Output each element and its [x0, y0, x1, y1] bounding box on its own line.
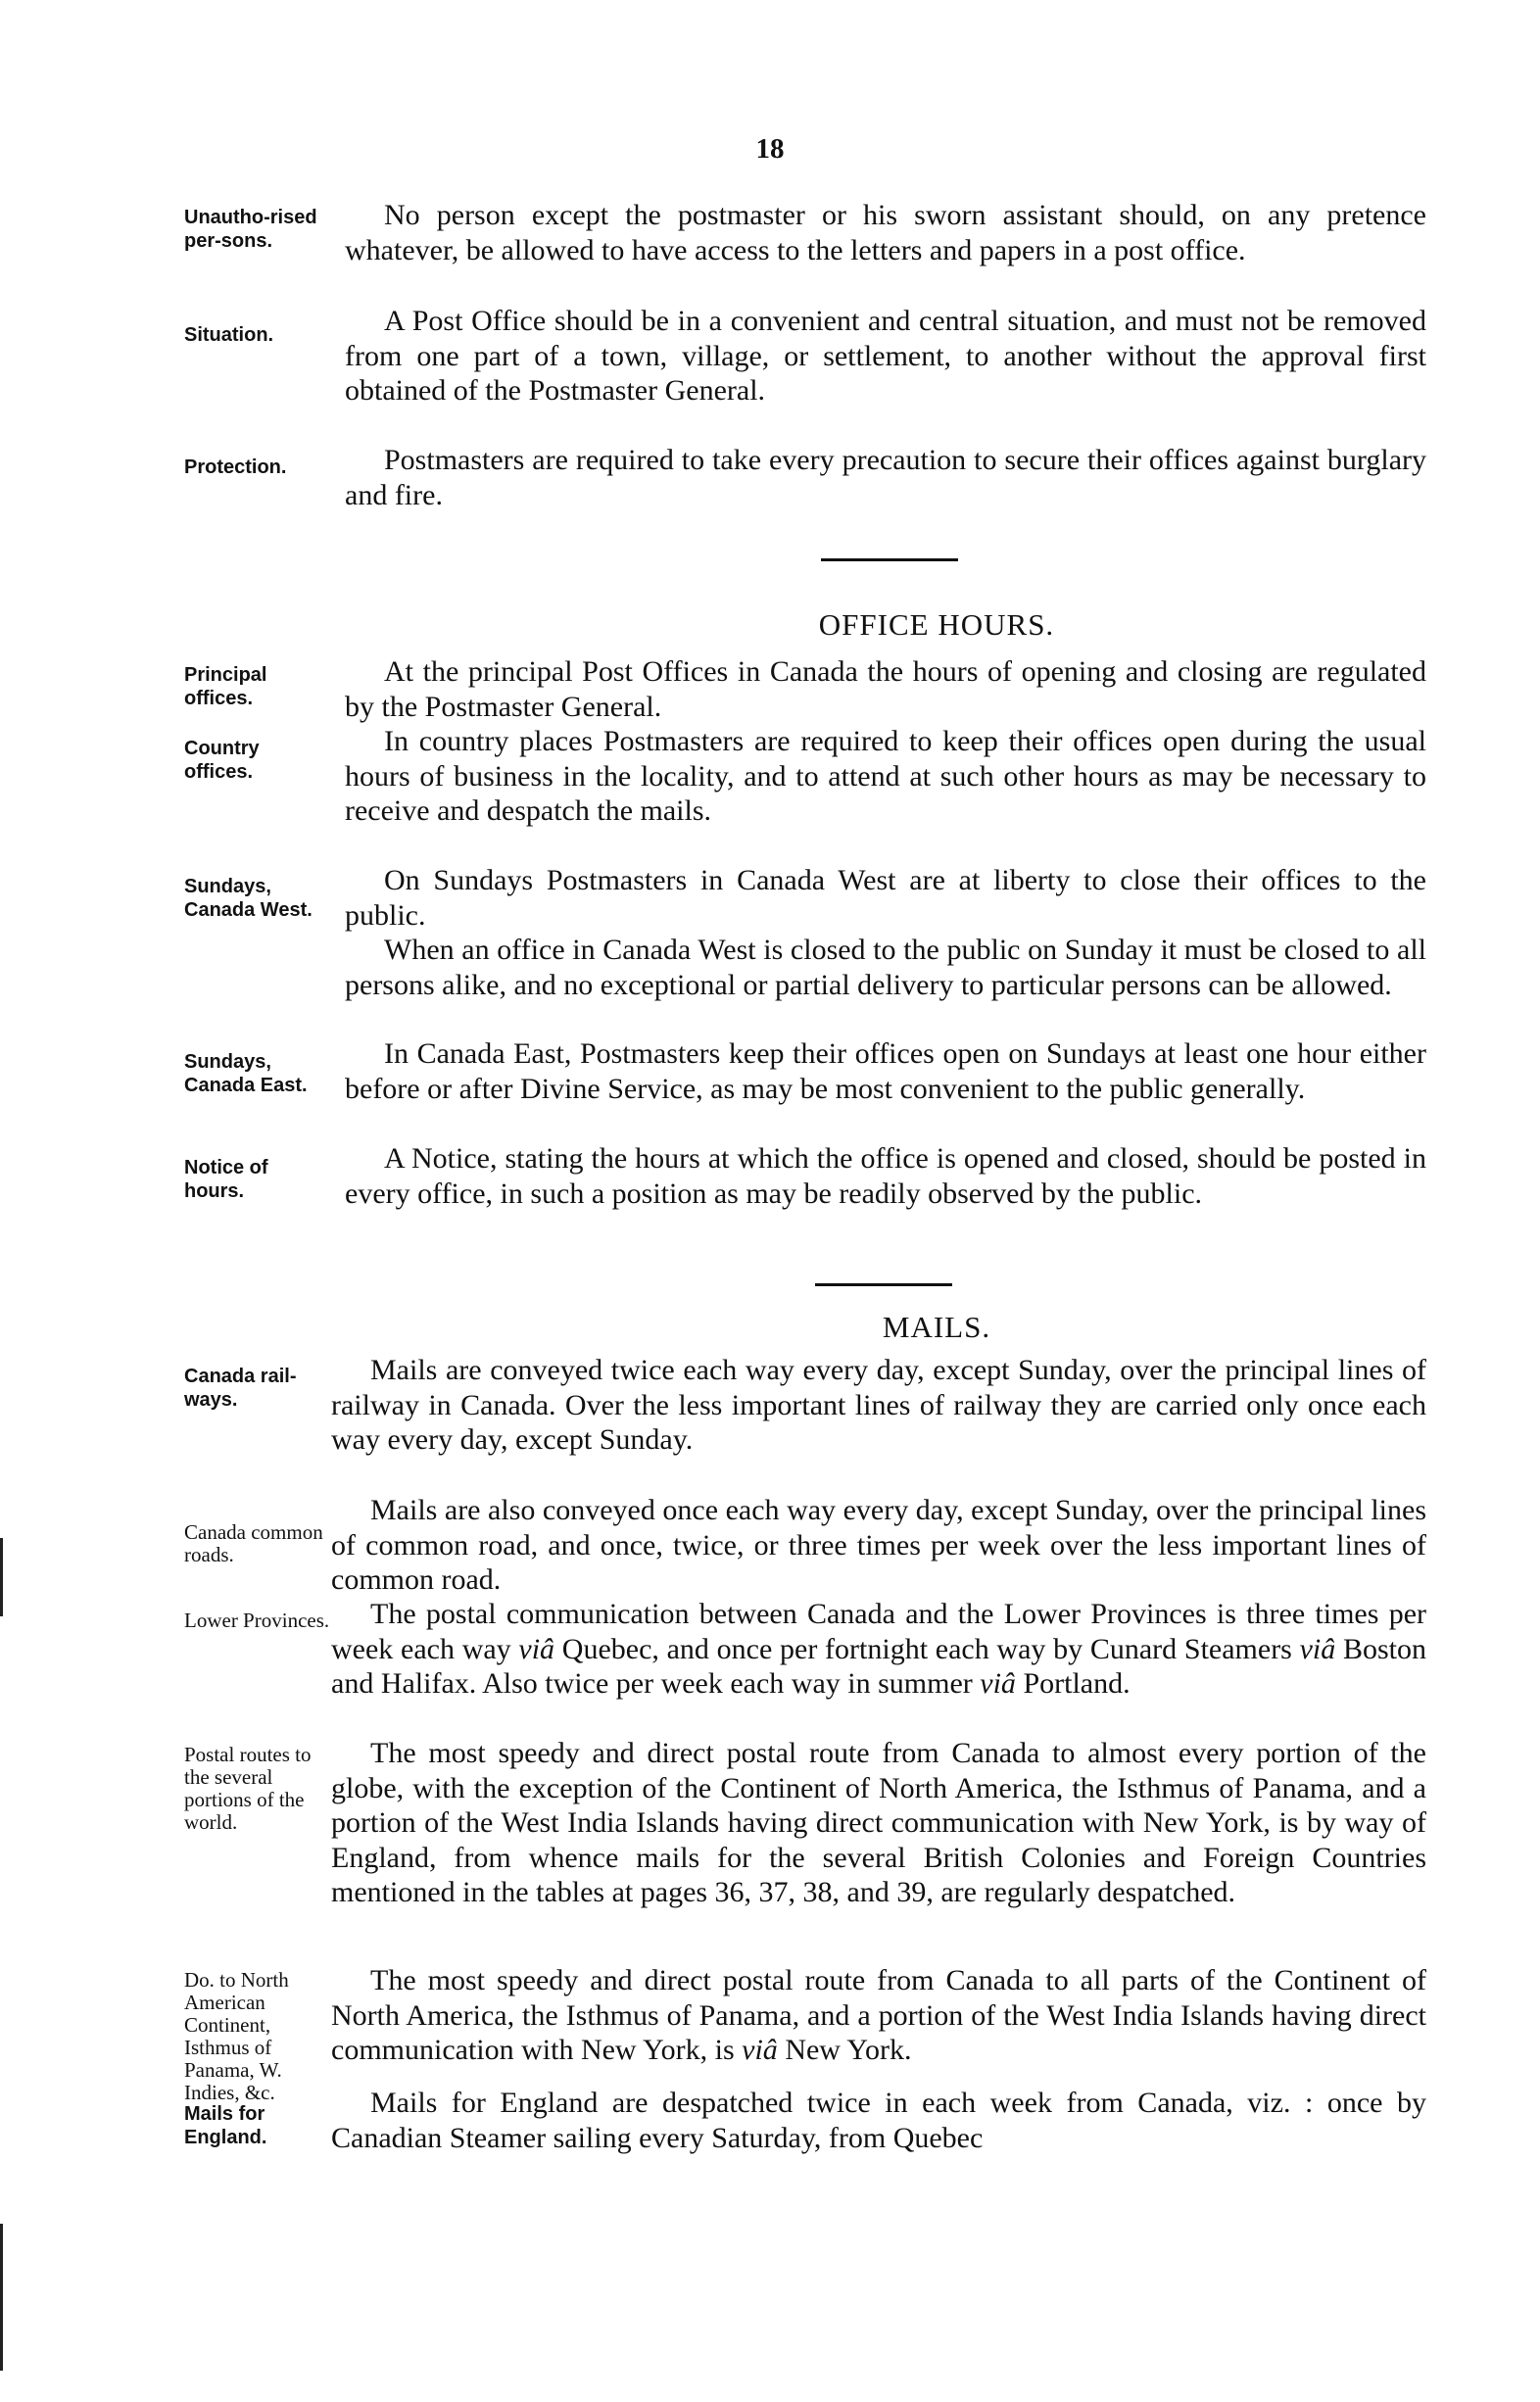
- page-edge-mark: [0, 2224, 3, 2371]
- paragraph-text: Quebec, and once per fortnight each way by Cunard Steamers: [554, 1632, 1300, 1665]
- section-divider: [815, 1283, 952, 1286]
- paragraph-text: Portland.: [1015, 1667, 1131, 1700]
- margin-note-north-america: Do. to North American Continent, Isthmus of Panama, W. Indies, &c.: [184, 1968, 289, 2104]
- paragraph-situation: A Post Office should be in a convenient and central situation, and must not be removed from one part of a town, village, or settlement, to another without the approval first obtained of the Postmaster General.: [345, 305, 1426, 407]
- margin-note-lower: Lower Provinces.: [184, 1609, 330, 1632]
- margin-note-sundays-east: Sundays, Canada East.: [184, 1051, 308, 1096]
- margin-note-routes: Postal routes to the several portions of the world.: [184, 1743, 312, 1834]
- paragraph-postal-routes: The most speedy and direct postal route from Canada to almost every portion of the globe, with the exception of the Continent of North America, the Isthmus of Panama, and a portion of the West India Islands having direct communication with New York, is by way of England, from whence mails for the several British Colonies and Foreign Countries mentioned in the tables at pages 36, 37, 38, and 39, are regularly despatched.: [331, 1737, 1426, 1908]
- margin-note-country: Country offices.: [184, 738, 260, 783]
- paragraph-sundays-west: On Sundays Postmasters in Canada West are at liberty to close their offices to the public.: [345, 864, 1426, 932]
- margin-note-principal: Principal offices.: [184, 664, 267, 709]
- margin-note-notice: Notice of hours.: [184, 1157, 268, 1202]
- via-word: viâ: [518, 1632, 555, 1665]
- via-word: viâ: [980, 1667, 1016, 1700]
- paragraph-unauthorised: No person except the postmaster or his sworn assistant should, on any pretence whatever, be allowed to have access to the letters and papers in a post office.: [345, 199, 1426, 266]
- section-heading: MAILS.: [882, 1310, 991, 1344]
- paragraph-england: Mails for England are despatched twice in each week from Canada, viz. : once by Canadian Steamer sailing every Saturday, from Quebec: [331, 2087, 1426, 2154]
- via-word: viâ: [742, 2034, 778, 2066]
- paragraph-north-america: [331, 1963, 1426, 2068]
- paragraph-notice: A Notice, stating the hours at which the office is opened and closed, should be posted in every office, in such a position as may be readily observed by the public.: [345, 1142, 1426, 1210]
- margin-note-roads: Canada common roads.: [184, 1520, 323, 1566]
- margin-note-unauthorised: Unautho-rised per-sons.: [184, 207, 317, 252]
- paragraph-sunday-closing: When an office in Canada West is closed to the public on Sunday it must be closed to all persons alike, and no exceptional or partial delivery to particular persons can be allowed.: [345, 934, 1426, 1001]
- paragraph-text: New York.: [777, 2034, 912, 2066]
- page-edge-mark: [0, 1538, 3, 1616]
- margin-note-railways: Canada rail-ways.: [184, 1366, 297, 1411]
- margin-note-situation: Situation.: [184, 324, 274, 346]
- paragraph-sundays-east: In Canada East, Postmasters keep their offices open on Sundays at least one hour either before or after Divine Service, as may be most convenient to the public generally.: [345, 1037, 1426, 1105]
- paragraph-text: The postal communication between Canada and the Lower Provinces is three times per week each way: [331, 1598, 1426, 1665]
- section-divider: [821, 558, 958, 561]
- via-word: viâ: [1299, 1632, 1336, 1665]
- paragraph-country: In country places Postmasters are required to keep their offices open during the usual hours of business in the locality, and to attend at such other hours as may be necessary to receive and despatch the mails.: [345, 725, 1426, 827]
- margin-note-sundays-west: Sundays, Canada West.: [184, 876, 313, 921]
- paragraph-protection: Postmasters are required to take every precaution to secure their offices against burglary and fire.: [345, 444, 1426, 511]
- paragraph-text: Boston and Halifax. Also twice per week each way in summer: [331, 1632, 1426, 1700]
- page-number: 18: [755, 133, 785, 165]
- paragraph-roads: Mails are also conveyed once each way every day, except Sunday, over the principal lines of common road, and once, twice, or three times per week over the less important lines of common road.: [331, 1494, 1426, 1596]
- section-heading: OFFICE HOURS.: [818, 607, 1055, 642]
- paragraph-lower-provinces: [331, 1597, 1426, 1702]
- margin-note-protection: Protection.: [184, 456, 287, 478]
- margin-note-england: Mails for England.: [184, 2103, 267, 2148]
- paragraph-principal: At the principal Post Offices in Canada the hours of opening and closing are regulated by the Postmaster General.: [345, 655, 1426, 723]
- paragraph-railways: Mails are conveyed twice each way every day, except Sunday, over the principal lines of railway in Canada. Over the less important lines of railway they are carried only once each way every day, except Sunday.: [331, 1354, 1426, 1456]
- paragraph-text: The most speedy and direct postal route from Canada to all parts of the Continent of North America, the Isthmus of Panama, and a portion of the West India Islands having direct communication with New York, is: [331, 1964, 1426, 2066]
